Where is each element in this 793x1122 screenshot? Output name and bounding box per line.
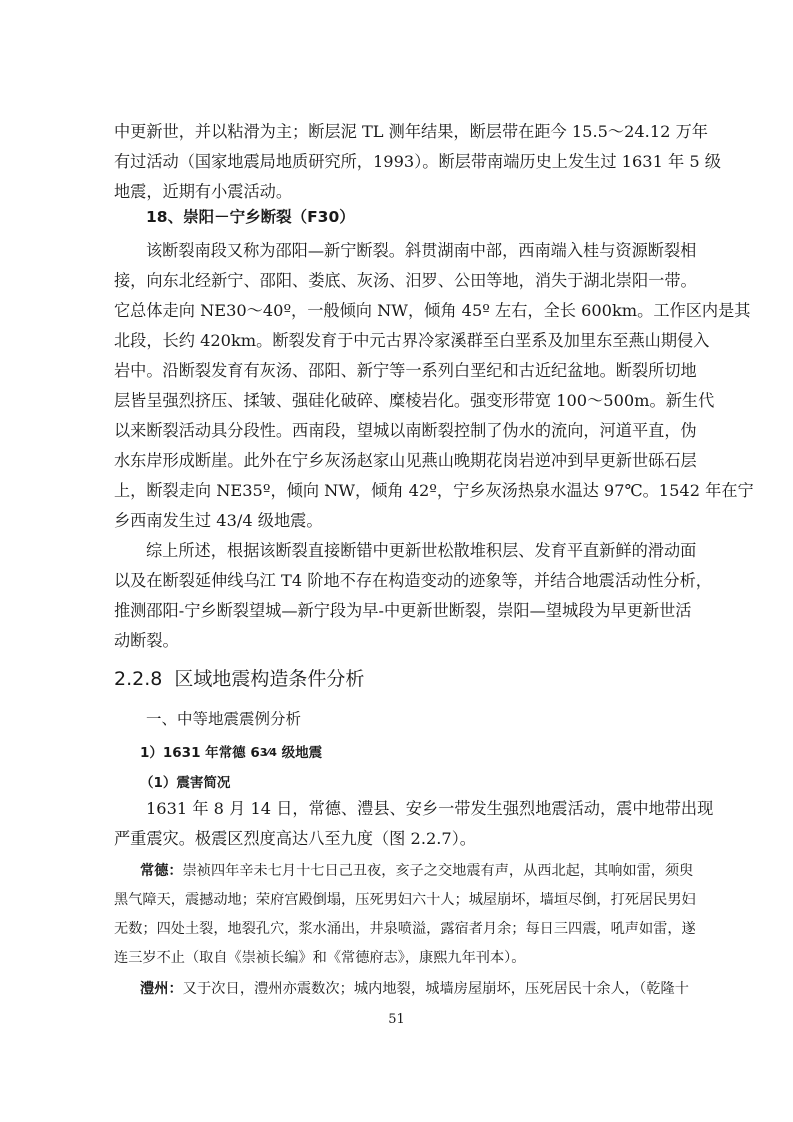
body-text-line: 北段，长约 420km。断裂发育于中元古界冷家溪群至白垩系及加里东至燕山期侵入 (114, 331, 710, 350)
body-text-line: 综上所述，根据该断裂直接断错中更新世松散堆积层、发育平直新鲜的滑动面 (146, 541, 697, 560)
section-number: 2.2.8 (114, 668, 163, 690)
body-text-line: 该断裂南段又称为邵阳—新宁断裂。斜贯湖南中部，西南端入桂与资源断裂相 (146, 241, 697, 260)
magnitude-fraction: 3⁄4 (259, 746, 277, 759)
record-line (140, 975, 689, 1004)
page-number: 51 (388, 1012, 405, 1027)
body-text-line: 层皆呈强烈挤压、揉皱、强硅化破碎、糜棱岩化。强变形带宽 100～500m。新生代 (114, 391, 715, 410)
subsection-heading: 一、中等地震震例分析 (146, 710, 302, 728)
earthquake-heading-prefix: 1）1631 年常德 6 (140, 745, 260, 761)
body-text-line: 水东岸形成断崖。此外在宁乡灰汤赵家山见燕山晚期花岗岩逆冲到早更新世砾石层 (114, 451, 697, 470)
record-line: 黑气障天，震撼动地；荣府宫殿倒塌，压死男妇六十人；城屋崩坏，墙垣尽倒，打死居民男妇 (114, 892, 696, 908)
body-text-line: 严重震灾。极震区烈度高达八至九度（图 2.2.7）。 (114, 829, 476, 848)
record-line: 连三岁不止（取自《崇祯长编》和《常德府志》，康熙九年刊本）。 (114, 950, 526, 966)
body-text-line: 推测邵阳-宁乡断裂望城—新宁段为早-中更新世断裂，崇阳—望城段为早更新世活 (114, 601, 692, 620)
record-label-changde: 常德： (140, 863, 183, 879)
record-text: 崇祯四年辛未七月十七日己丑夜，亥子之交地震有声，从西北起，其响如雷，须臾 (182, 863, 694, 879)
body-text-line: 它总体走向 NE30～40º，一般倾向 NW，倾角 45º 左右，全长 600km。工作区内是其 (114, 301, 751, 320)
record-line: 无数；四处土裂，地裂孔穴，浆水涌出，井泉喷溢，露宿者月余；每日三四震，吼声如雷，遂 (114, 921, 696, 937)
body-text-line: 以及在断裂延伸线乌江 T4 阶地不存在构造变动的迹象等，并结合地震活动性分析， (114, 571, 712, 590)
earthquake-heading-suffix: 级地震 (276, 745, 323, 761)
body-text-line: 上，断裂走向 NE35º，倾向 NW，倾角 42º，宁乡灰汤热泉水温达 97℃。1542 年在宁 (114, 481, 754, 500)
section-heading (114, 664, 364, 691)
body-text-line: 以来断裂活动具分段性。西南段，望城以南断裂控制了伪水的流向，河道平直，伪 (114, 421, 697, 440)
fault-heading-f30: 18、崇阳－宁乡断裂（F30） (146, 208, 355, 226)
record-label-lizhou: 澧州： (140, 981, 183, 997)
damage-heading: （1）震害简况 (140, 775, 231, 791)
body-text-line: 地震，近期有小震活动。 (114, 182, 293, 201)
body-text-line: 动断裂。 (114, 631, 179, 650)
section-title: 区域地震构造条件分析 (174, 668, 365, 690)
earthquake-heading (140, 741, 322, 761)
body-text-line: 中更新世，并以粘滑为主；断层泥 TL 测年结果，断层带在距今 15.5～24.12 万年 (114, 122, 708, 141)
body-text-line: 有过活动（国家地震局地质研究所，1993）。断层带南端历史上发生过 1631 年 5 级 (114, 152, 721, 171)
body-text-line: 岩中。沿断裂发育有灰汤、邵阳、新宁等一系列白垩纪和古近纪盆地。断裂所切地 (114, 361, 697, 380)
body-text-line: 接，向东北经新宁、邵阳、娄底、灰汤、汨罗、公田等地，消失于湖北崇阳一带。 (114, 271, 697, 290)
body-text-line: 乡西南发生过 43/4 级地震。 (114, 511, 323, 530)
record-text: 又于次日，澧州亦震数次；城内地裂，城墙房屋崩坏，压死居民十余人，（乾隆十 (182, 981, 689, 997)
body-text-line: 1631 年 8 月 14 日，常德、澧县、安乡一带发生强烈地震活动，震中地带出现 (146, 799, 714, 818)
record-line (140, 857, 694, 886)
